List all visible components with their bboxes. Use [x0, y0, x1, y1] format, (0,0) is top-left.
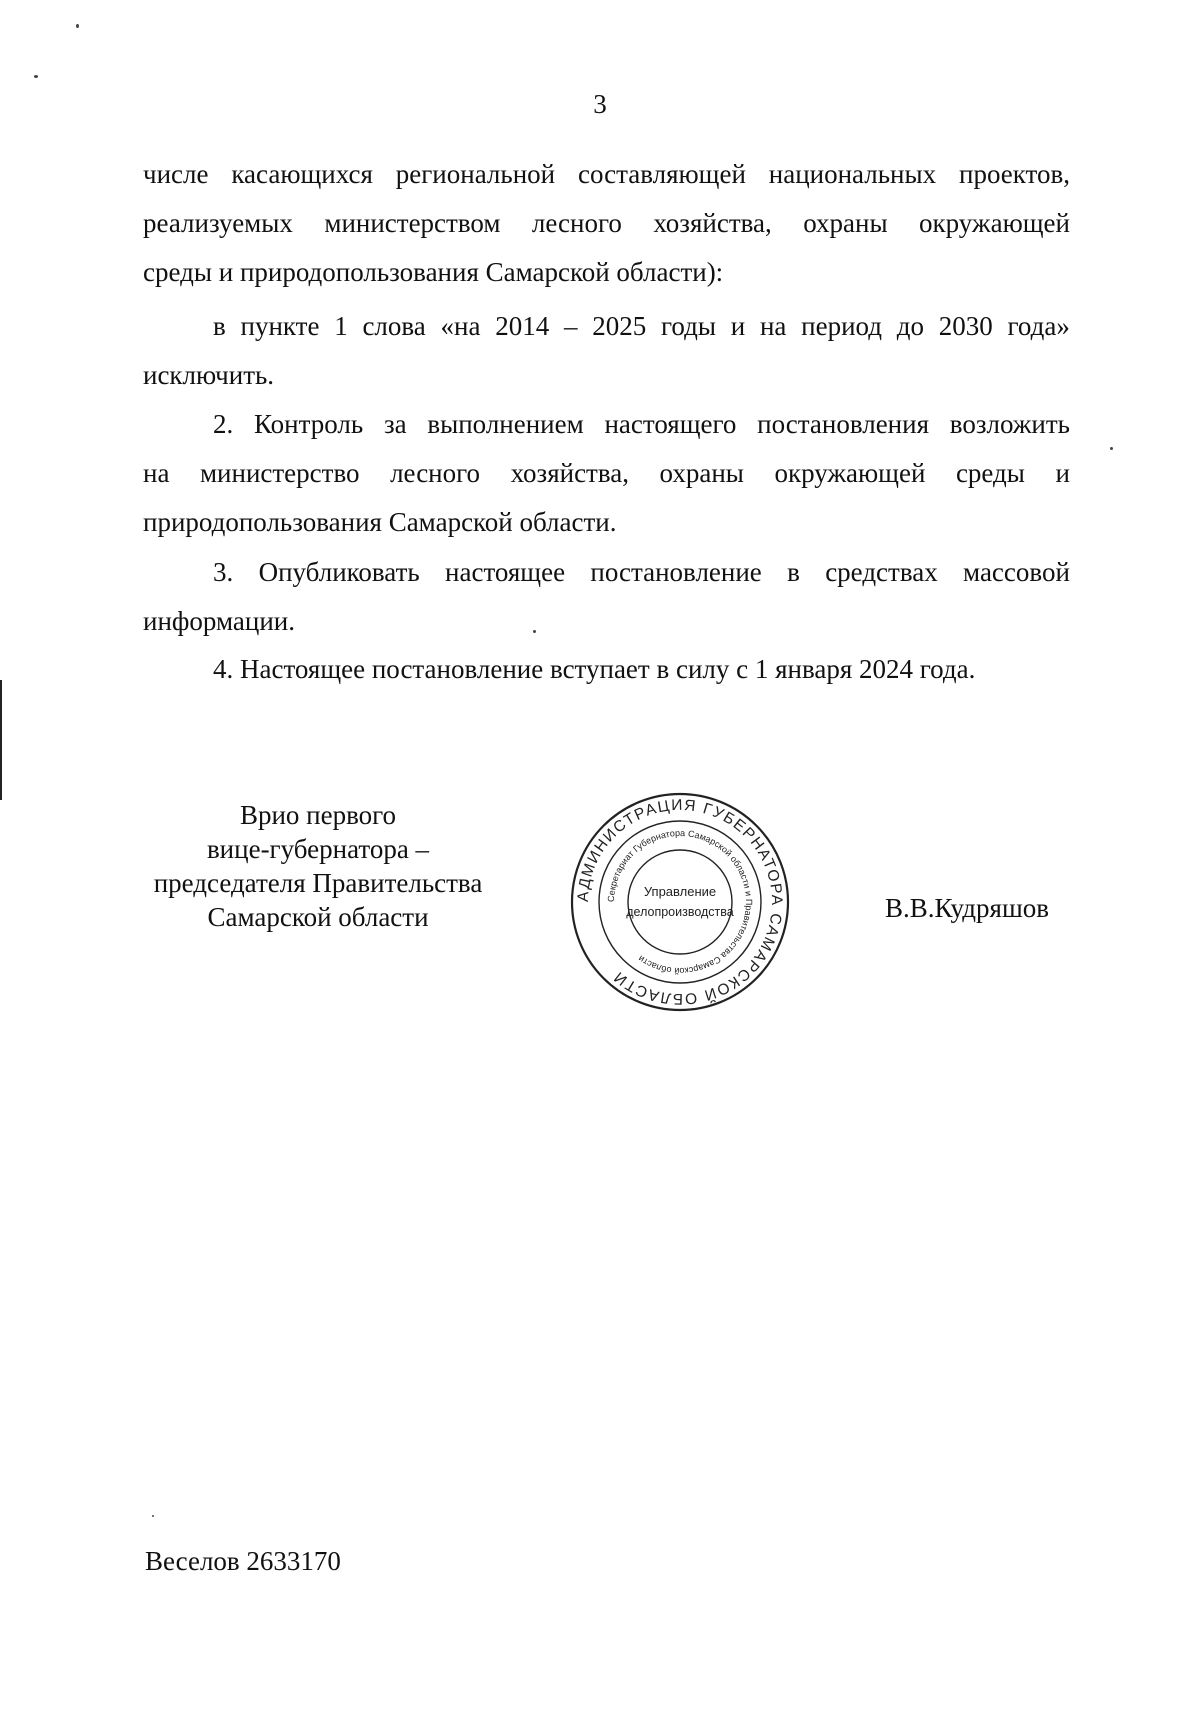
scan-speck — [1110, 447, 1113, 450]
text-line — [143, 408, 1070, 457]
signatory-name: В.В.Кудряшов — [885, 893, 1049, 923]
word: и — [1055, 458, 1070, 488]
text-line: природопользования Самарской области. — [143, 507, 617, 537]
word: на — [759, 311, 787, 341]
word: года» — [1007, 311, 1070, 341]
position-line: Врио первого — [239, 800, 397, 830]
word: пункте — [240, 311, 320, 341]
word: хозяйства, — [653, 208, 772, 238]
word: годы — [660, 311, 716, 341]
word: лесного — [531, 208, 622, 238]
stamp-inner-text: Секретариат Губернатора Самарской области и Правительства Самарской области — [605, 827, 755, 977]
word: национальных — [768, 159, 937, 189]
word: постановление — [590, 557, 762, 587]
word: реализуемых — [143, 208, 293, 238]
text-line — [143, 310, 1070, 359]
scan-speck — [76, 24, 79, 28]
word: министерством — [324, 208, 501, 238]
paragraph-5 — [143, 653, 1070, 702]
paragraph-3 — [143, 408, 1070, 555]
word: на — [143, 458, 170, 488]
word: возложить — [949, 409, 1070, 439]
paragraph-1 — [143, 158, 1070, 305]
word: проектов, — [959, 159, 1070, 189]
text-line — [143, 207, 1070, 256]
official-stamp — [568, 790, 792, 1014]
word: Контроль — [254, 409, 364, 439]
word: хозяйства, — [510, 458, 629, 488]
text-line: 4. Настоящее постановление вступает в силу с 1 января 2024 года. — [213, 654, 976, 684]
word: 2025 — [592, 311, 647, 341]
word: период — [801, 311, 882, 341]
word: окружающей — [919, 208, 1070, 238]
text-line: информации. — [143, 606, 295, 636]
word: региональной — [395, 159, 556, 189]
text-line — [143, 556, 1070, 605]
word: касающихся — [231, 159, 373, 189]
stamp-middle-ring — [599, 821, 761, 983]
page-number: 3 — [593, 89, 607, 119]
word: лесного — [390, 458, 481, 488]
word: окружающей — [774, 458, 926, 488]
word: в — [213, 311, 226, 341]
paragraph-2 — [143, 310, 1070, 408]
word: – — [563, 311, 578, 341]
word: выполнением — [427, 409, 584, 439]
stamp-inner-ring — [628, 850, 732, 954]
text-line: исключить. — [143, 360, 275, 390]
scan-edge-mark — [0, 680, 2, 800]
word: 2. — [213, 409, 234, 439]
position-line: вице-губернатора – — [206, 834, 430, 864]
word: «на — [440, 311, 481, 341]
word: до — [896, 311, 924, 341]
word: средствах — [825, 557, 938, 587]
word: и — [730, 311, 746, 341]
stamp-center-line-2: делопроизводства — [626, 905, 734, 919]
word: Опубликовать — [258, 557, 420, 587]
word: в — [787, 557, 800, 587]
scan-speck — [152, 1515, 154, 1517]
position-line: председателя Правительства — [153, 868, 483, 898]
word: охраны — [659, 458, 744, 488]
word: 2030 — [938, 311, 993, 341]
word: охраны — [803, 208, 888, 238]
stamp-outer-ring — [572, 794, 788, 1010]
text-line — [143, 457, 1070, 506]
word: за — [383, 409, 407, 439]
executor-contact: Веселов 2633170 — [145, 1546, 341, 1576]
position-line: Самарской области — [207, 902, 429, 932]
word: настоящее — [445, 557, 566, 587]
word: 3. — [213, 557, 234, 587]
word: постановления — [757, 409, 929, 439]
word: 2014 — [495, 311, 550, 341]
text-line — [143, 158, 1070, 207]
scan-speck — [34, 75, 38, 78]
word: среды — [955, 458, 1025, 488]
stamp-center-line-1: Управление — [643, 884, 717, 899]
text-line: среды и природопользования Самарской области): — [143, 257, 724, 287]
stamp-outer-text: АДМИНИСТРАЦИЯ ГУБЕРНАТОРА САМАРСКОЙ ОБЛАСТИ — [574, 796, 786, 1008]
word: 1 — [334, 311, 348, 341]
signatory-position — [148, 798, 488, 934]
word: числе — [143, 159, 209, 189]
word: министерство — [199, 458, 360, 488]
word: составляющей — [577, 159, 746, 189]
paragraph-4 — [143, 556, 1070, 654]
word: слова — [362, 311, 426, 341]
word: настоящего — [604, 409, 737, 439]
word: массовой — [963, 557, 1070, 587]
